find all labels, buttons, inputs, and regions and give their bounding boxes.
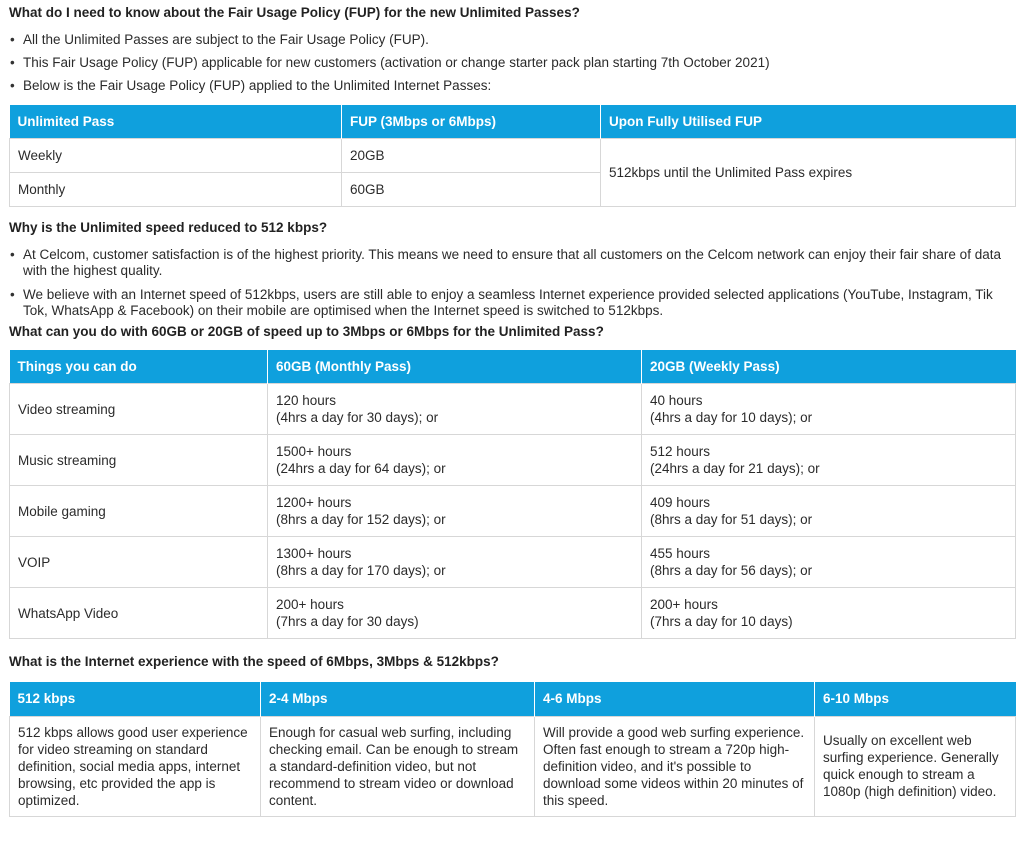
monthly-cell	[268, 588, 642, 639]
hours-text: 200+ hours	[650, 597, 718, 612]
hours-detail-text: (7hrs a day for 30 days)	[276, 614, 419, 629]
table-row	[10, 537, 1016, 588]
hours-text: 1200+ hours	[276, 495, 352, 510]
table-row	[10, 588, 1016, 639]
hours-text: 1500+ hours	[276, 444, 352, 459]
list-item: • At Celcom, customer satisfaction is of the highest priority. This means we need to ensure that all customers on the Celcom network can enjoy their fair share of data with the highest quality.	[23, 247, 1015, 280]
experience-cell: Usually on excellent web surfing experience. Generally quick enough to stream a 1080p (high definition) video.	[815, 716, 1016, 816]
hours-detail-text: (4hrs a day for 30 days); or	[276, 410, 439, 425]
experience-cell: 512 kbps allows good user experience for video streaming on standard definition, social media apps, internet browsing, etc provided the app is optimized.	[10, 716, 261, 816]
experience-table-header: 6-10 Mbps	[815, 682, 1016, 716]
hours-text: 512 hours	[650, 444, 711, 459]
usage-table-header: 20GB (Weekly Pass)	[642, 350, 1016, 384]
hours-detail-text: (8hrs a day for 170 days); or	[276, 563, 446, 578]
experience-cell: Will provide a good web surfing experience. Often fast enough to stream a 720p high-definition video, and it's possible to download some videos within 20 minutes of this speed.	[535, 716, 815, 816]
hours-text: 409 hours	[650, 495, 711, 510]
weekly-cell	[642, 435, 1016, 486]
experience-table-header: 4-6 Mbps	[535, 682, 815, 716]
hours-detail-text: (24hrs a day for 64 days); or	[276, 461, 446, 476]
experience-table-header: 2-4 Mbps	[261, 682, 535, 716]
monthly-cell	[268, 486, 642, 537]
fup-table	[9, 105, 1016, 207]
fup-table-header: Unlimited Pass	[10, 105, 342, 138]
hours-detail-text: (8hrs a day for 51 days); or	[650, 512, 813, 527]
hours-detail-text: (8hrs a day for 56 days); or	[650, 563, 813, 578]
hours-text: 120 hours	[276, 393, 337, 408]
hours-text: 200+ hours	[276, 597, 344, 612]
fup-bullet-list	[9, 32, 1015, 94]
list-item: • Below is the Fair Usage Policy (FUP) applied to the Unlimited Internet Passes:	[23, 78, 1015, 94]
hours-detail-text: (8hrs a day for 152 days); or	[276, 512, 446, 527]
hours-detail-text: (24hrs a day for 21 days); or	[650, 461, 820, 476]
activity-cell: Video streaming	[10, 384, 268, 435]
usage-table	[9, 350, 1016, 640]
monthly-cell	[268, 537, 642, 588]
activity-cell: Mobile gaming	[10, 486, 268, 537]
table-row	[10, 384, 1016, 435]
pass-name-cell: Monthly	[10, 172, 342, 206]
experience-heading: What is the Internet experience with the speed of 6Mbps, 3Mbps & 512kbps?	[9, 654, 499, 669]
hours-text: 40 hours	[650, 393, 703, 408]
weekly-cell	[642, 537, 1016, 588]
table-row	[10, 716, 1016, 816]
experience-cell: Enough for casual web surfing, including checking email. Can be enough to stream a standard-definition video, but not recommend to stream video or download content.	[261, 716, 535, 816]
list-item: • This Fair Usage Policy (FUP) applicable for new customers (activation or change starter pack plan starting 7th October 2021)	[23, 55, 1015, 71]
activity-cell: Music streaming	[10, 435, 268, 486]
after-fup-cell: 512kbps until the Unlimited Pass expires	[601, 138, 1016, 206]
hours-text: 455 hours	[650, 546, 711, 561]
usage-table-header: Things you can do	[10, 350, 268, 384]
weekly-cell	[642, 588, 1016, 639]
table-row	[10, 138, 1016, 172]
speed-heading: Why is the Unlimited speed reduced to 512 kbps?	[9, 219, 328, 235]
monthly-cell	[268, 384, 642, 435]
fup-table-header: FUP (3Mbps or 6Mbps)	[342, 105, 601, 138]
weekly-cell	[642, 384, 1016, 435]
activity-cell: VOIP	[10, 537, 268, 588]
list-item: • All the Unlimited Passes are subject to the Fair Usage Policy (FUP).	[23, 32, 1015, 48]
fup-heading: What do I need to know about the Fair Usage Policy (FUP) for the new Unlimited Passes?	[9, 5, 580, 20]
pass-name-cell: Weekly	[10, 138, 342, 172]
hours-detail-text: (7hrs a day for 10 days)	[650, 614, 793, 629]
weekly-cell	[642, 486, 1016, 537]
table-row	[10, 486, 1016, 537]
speed-bullet-list	[9, 247, 1015, 320]
hours-detail-text: (4hrs a day for 10 days); or	[650, 410, 813, 425]
hours-text: 1300+ hours	[276, 546, 352, 561]
fup-table-header: Upon Fully Utilised FUP	[601, 105, 1016, 138]
activity-cell: WhatsApp Video	[10, 588, 268, 639]
experience-table-header: 512 kbps	[10, 682, 261, 716]
usage-heading: What can you do with 60GB or 20GB of speed up to 3Mbps or 6Mbps for the Unlimited Pass?	[9, 323, 604, 339]
pass-fup-cell: 60GB	[342, 172, 601, 206]
usage-table-header: 60GB (Monthly Pass)	[268, 350, 642, 384]
list-item: • We believe with an Internet speed of 512kbps, users are still able to enjoy a seamless Internet experience provided selected applications (YouTube, Instagram, Tik Tok, WhatsApp & Facebook) on their mobile are optimised when the Internet speed is switched to 512kbps.	[23, 287, 1015, 320]
monthly-cell	[268, 435, 642, 486]
pass-fup-cell: 20GB	[342, 138, 601, 172]
table-row	[10, 435, 1016, 486]
experience-table	[9, 682, 1016, 817]
